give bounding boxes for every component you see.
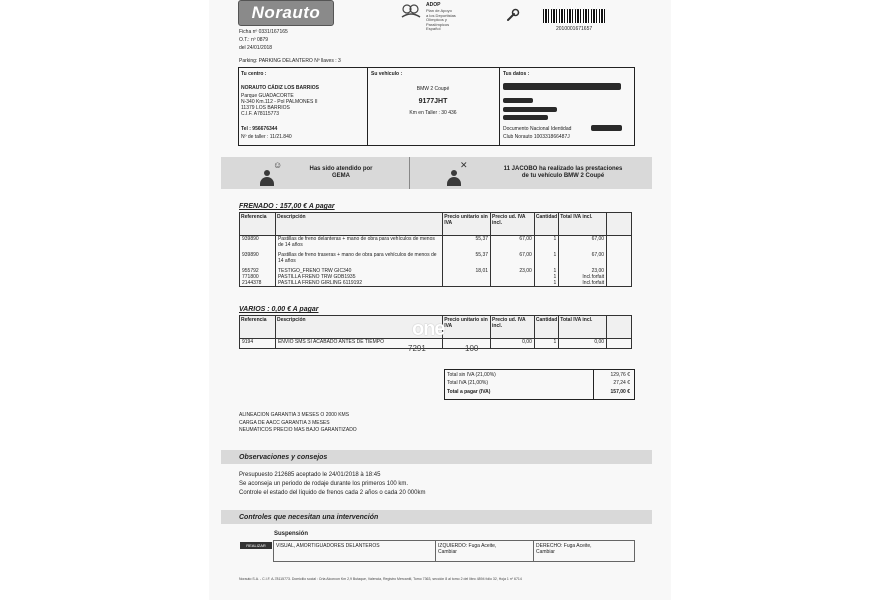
observaciones-title: Observaciones y consejos [239,454,328,461]
controles-title: Controles que necesitan una intervención [239,514,379,521]
redacted-field [503,107,557,112]
barcode [543,9,605,23]
legal-footer: Norauto S.A. - C.I.F. A-78115773. Domicilio social : Crta Alcorcon Km 2,9 Butaque, Valencia, Registro Mercantil, Tomo 7363, sección 8 al tomo 2 del libro 4894 folio 32, Hoja 1 nº 6714 [239,577,522,581]
divider [533,540,534,561]
table-row: 9194 ENVIO SMS SI ACABADO ANTES DE TIEMPO 0,00 1 0,00 [240,339,632,349]
total-a-pagar-label: Total a pagar (IVA) [447,389,491,395]
table-row: 955792 TESTIGO_FRENO TRW GIC340 18,01 23,00 1 23,00 [240,268,632,274]
adop-label: ADOP [426,2,441,8]
total-iva-value: 27,24 € [613,380,630,386]
col-header: Precio unitario sin IVA [443,213,491,236]
col-header: Referencia [240,316,276,339]
divider [409,157,410,189]
attended-by: Has sido atendido por GEMA [309,166,373,179]
centro-taller: Nº de taller : 11/21.840 [241,134,292,140]
realizar-badge: REALIZAR [240,542,272,549]
ot-number: O.T.: nº 0879 [239,37,269,43]
col-header: Total IVA incl. [559,213,607,236]
table-row: 771800 PASTILLA FRENO TRW GDB1935 1 Incl.forfait [240,274,632,280]
col-header: Precio ud. IVA incl. [491,213,535,236]
col-header: Cantidad [534,316,558,339]
redacted-field [503,98,533,103]
centro-address: Parque GUADACORTE N-340 Km.112 - Pol PALMONES II 11379 LOS BARRIOS C.I.F. A78115773 [241,93,318,117]
frenado-title: FRENADO : 157,00 € A pagar [239,203,335,210]
col-header: Precio ud. IVA incl. [491,316,535,339]
mechanic-icon [446,170,462,186]
varios-title: VARIOS : 0,00 € A pagar [239,306,319,313]
centro-phone: Tel : 956676344 [241,126,278,132]
controles-izquierdo: IZQUIERDO: Fuga Aceite, Cambiar [438,543,497,555]
wrench-icon [506,8,520,22]
controles-subtitle: Suspensión [274,531,309,537]
col-header: Cantidad [534,213,558,236]
vehiculo-title: Su vehículo : [371,71,403,77]
redacted-field [591,125,622,131]
tools-icon: ✕ [460,160,468,170]
guarantee-notes: ALINEACION GARANTIA 3 MESES O 2000 KMS CARGA DE AACC GARANTIA 3 MESES NEUMATICOS PRECIO MAS BAJO GARANTIZADO [239,412,357,433]
total-a-pagar-value: 157,00 € [610,389,630,395]
col-header: Descripción [275,316,442,339]
invoice-date: del 24/01/2018 [239,45,273,51]
total-sin-iva-value: 129,76 € [610,372,630,378]
adop-logo-icon [400,3,422,21]
services-by: 11 JACOBO ha realizado las prestaciones de tu vehículo BMW 2 Coupé [503,166,623,179]
watermark-right-number: 100 [465,344,479,353]
centro-name: NORAUTO CÁDIZ LOS BARRIOS [241,85,319,91]
total-sin-iva-label: Total sin IVA (21,00%) [447,372,496,378]
datos-club: Club Norauto 100331866487J [503,134,570,140]
col-header: Total IVA incl. [559,316,607,339]
table-row: 2144378 PASTILLA FRENO GIRLING 6119192 1 Incl.forfait [240,280,632,287]
col-header [607,316,632,339]
smile-icon: ☺ [273,160,283,170]
adop-subtitle: Plan de Apoyo a los Deportistas Olímpicos y Paralímpicos Español [426,8,456,31]
person-icon [259,170,275,186]
vehiculo-plate: 9177JHT [418,98,448,105]
table-header-row [240,213,632,236]
ficha-number: Ficha nº 0331/167165 [239,29,288,35]
col-header: Precio unitario sin IVA [443,316,491,339]
vehiculo-km: Km en Taller : 30 436 [409,110,457,116]
col-header [607,213,632,236]
table-row: 939890 Pastillas de freno delanteras + mano de obra para vehículos de menos de 14 años 55,37 67,00 1 67,00 [240,236,632,252]
controles-derecho: DERECHO: Fuga Aceite, Cambiar [536,543,592,555]
watermark-logo: one [412,318,445,340]
redacted-field [503,83,621,90]
parking-info: Parking: PARKING DELANTERO Nº llaves : 3 [239,58,341,64]
divider [435,540,436,561]
barcode-number: 2010001671657 [556,26,593,32]
col-header: Descripción [275,213,442,236]
norauto-logo: Norauto [238,0,334,26]
datos-dni: Documento Nacional Identidad [503,126,572,132]
frenado-table [239,212,632,287]
watermark-left-number: 7291 [408,344,426,353]
divider [367,67,368,145]
total-iva-label: Total IVA (21,00%) [447,380,489,386]
observaciones-text: Presupuesto 212685 aceptado le 24/01/2018 à 18:45 Se aconseja un periodo de rodaje durante los primeros 100 km. Controle el estado del líquido de frenos cada 2 años o cada 20 000km [239,472,426,496]
redacted-field [503,115,548,120]
divider [499,67,500,145]
col-header: Referencia [240,213,276,236]
centro-title: Tu centro : [241,71,267,77]
datos-title: Tus datos : [503,71,530,77]
controles-item: VISUAL, AMORTIGUADORES DELANTEROS [276,543,380,549]
table-row: 939890 Pastillas de freno traseras + mano de obra para vehículos de menos de 14 años 55,37 67,00 1 67,00 [240,252,632,268]
vehiculo-model: BMW 2 Coupé [416,86,450,92]
